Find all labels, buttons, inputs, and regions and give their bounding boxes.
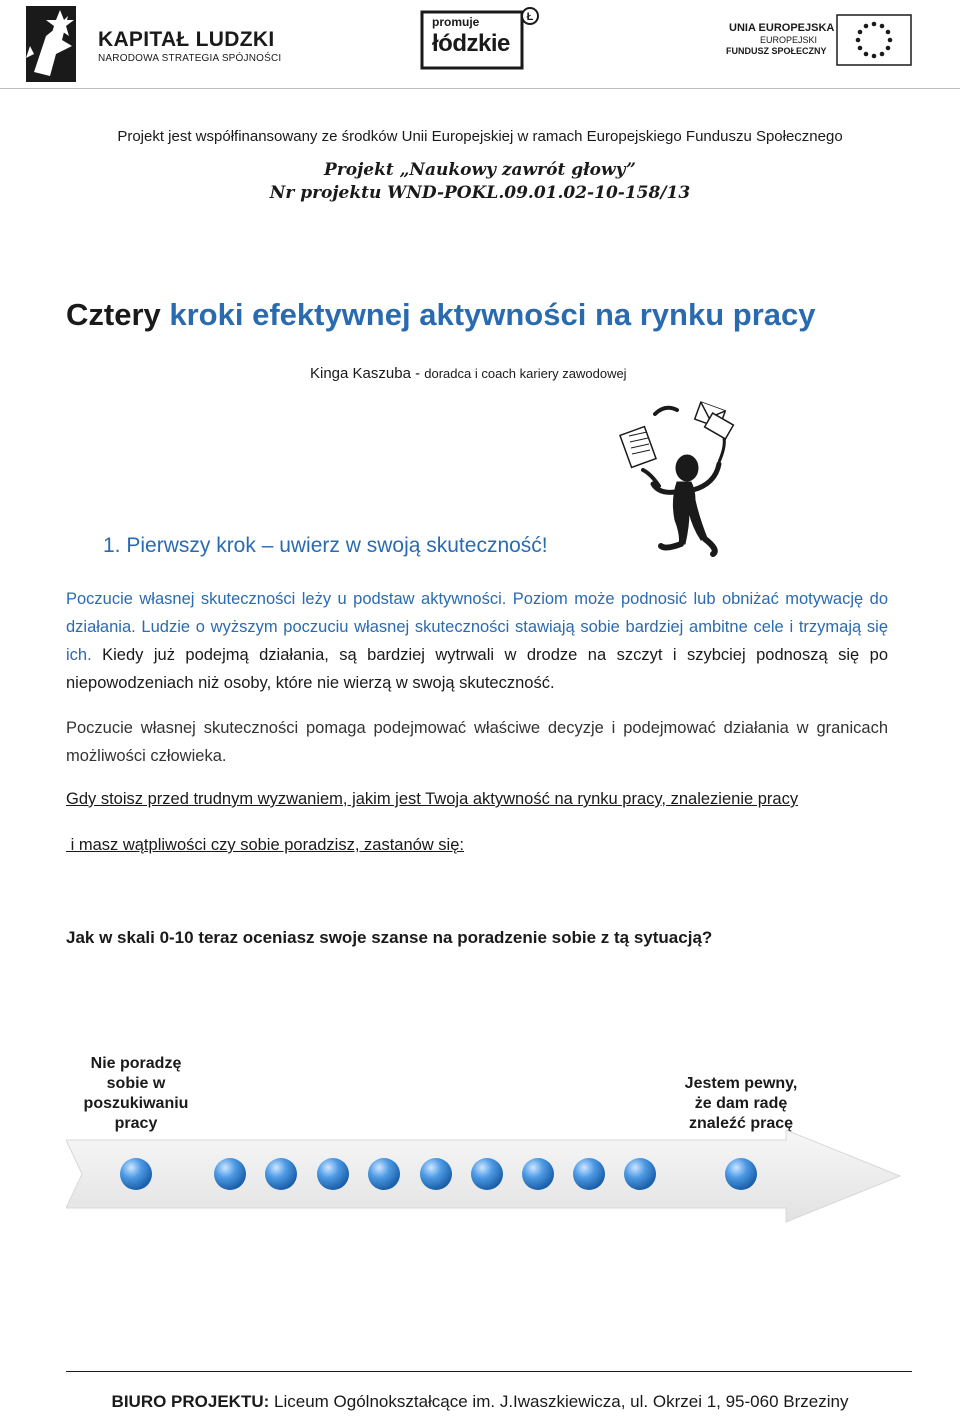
scale-right-label	[670, 1074, 812, 1134]
scale-dot	[317, 1158, 349, 1190]
kapital-ludzki-subtitle: NARODOWA STRATEGIA SPÓJNOŚCI	[98, 53, 282, 64]
lodzkie-text: łódzkie	[432, 30, 510, 57]
ue-label-1: UNIA EUROPEJSKA	[729, 22, 835, 34]
underlined-line-1: Gdy stoisz przed trudnym wyzwaniem, jakim jest Twoja aktywność na rynku pracy, znalezienie pracy	[66, 790, 799, 808]
project-name: Projekt „Naukowy zawrót głowy”	[324, 160, 636, 180]
footer-address: Liceum Ogólnokształcące im. J.Iwaszkiewicza, ul. Okrzei 1, 95-060 Brzeziny	[269, 1392, 849, 1411]
scale-left-label	[76, 1054, 196, 1134]
scale-dot	[265, 1158, 297, 1190]
author-role: doradca i coach kariery zawodowej	[424, 366, 627, 381]
footer-divider	[66, 1371, 912, 1372]
juggler-clipart-icon	[615, 400, 745, 560]
author-name: Kinga Kaszuba -	[310, 365, 425, 382]
paragraph-1-lead: Poczucie własnej skuteczności leży u podstaw aktywności. Poziom może podnosić lub obniżać motywację do działania. Ludzie o wyższym poczuciu własnej skuteczności stawiają sobie bardziej ambitne cele i trzymają się ich.	[66, 590, 888, 664]
article-title	[66, 297, 816, 333]
footer	[0, 1392, 960, 1412]
scale-dot	[573, 1158, 605, 1190]
paragraph-1-rest: Kiedy już podejmą działania, są bardziej wytrwali w drodze na szczyt i szybciej podnoszą się po niepowodzeniach niż osoby, które nie wierzą w swoją skuteczność.	[66, 646, 888, 692]
footer-label: BIURO PROJEKTU:	[111, 1392, 270, 1411]
scale-dot	[471, 1158, 503, 1190]
scale-left-label-line: poszukiwaniu	[83, 1095, 189, 1112]
scale-dot	[420, 1158, 452, 1190]
title-part-1: Cztery	[66, 297, 170, 332]
step-1-heading: 1. Pierwszy krok – uwierz w swoją skuteczność!	[103, 534, 548, 557]
scale-dot	[725, 1158, 757, 1190]
scale-dot	[522, 1158, 554, 1190]
title-part-2: kroki efektywnej aktywności na rynku pracy	[169, 297, 816, 332]
scale-dot	[624, 1158, 656, 1190]
promuje-text: promuje	[432, 15, 480, 29]
rating-scale-arrow	[66, 1130, 902, 1230]
ue-label-3: FUNDUSZ SPOŁECZNY	[726, 46, 827, 56]
author-line	[310, 365, 627, 382]
header-divider	[0, 88, 960, 89]
project-number: Nr projektu WND-POKL.09.01.02-10-158/13	[269, 183, 691, 203]
scale-left-label-line: sobie w	[106, 1075, 166, 1092]
ue-label-2: EUROPEJSKI	[760, 35, 818, 45]
paragraph-1	[66, 585, 888, 697]
svg-text:Ł: Ł	[526, 11, 534, 23]
scale-left-label-line: Nie poradzę	[90, 1055, 182, 1072]
kapital-ludzki-title: KAPITAŁ LUDZKI	[98, 28, 275, 51]
paragraph-2: Poczucie własnej skuteczności pomaga podejmować właściwe decyzje i podejmować działania w granicach możliwości człowieka.	[66, 719, 888, 765]
scale-question: Jak w skali 0-10 teraz oceniasz swoje szanse na poradzenie sobie z tą sytuacją?	[66, 928, 713, 947]
scale-dot	[214, 1158, 246, 1190]
eu-flag-icon	[836, 14, 912, 66]
scale-dot	[120, 1158, 152, 1190]
cofinancing-note: Projekt jest współfinansowany ze środków Unii Europejskiej w ramach Europejskiego Funduszu Społecznego	[117, 128, 843, 145]
scale-right-label-line: znaleźć pracę	[688, 1115, 794, 1132]
underlined-line-2: i masz wątpliwości czy sobie poradzisz, zastanów się:	[66, 836, 464, 854]
scale-dot	[368, 1158, 400, 1190]
scale-left-label-line: pracy	[114, 1115, 158, 1132]
scale-right-label-line: że dam radę	[694, 1095, 788, 1112]
scale-right-label-line: Jestem pewny,	[684, 1075, 798, 1092]
